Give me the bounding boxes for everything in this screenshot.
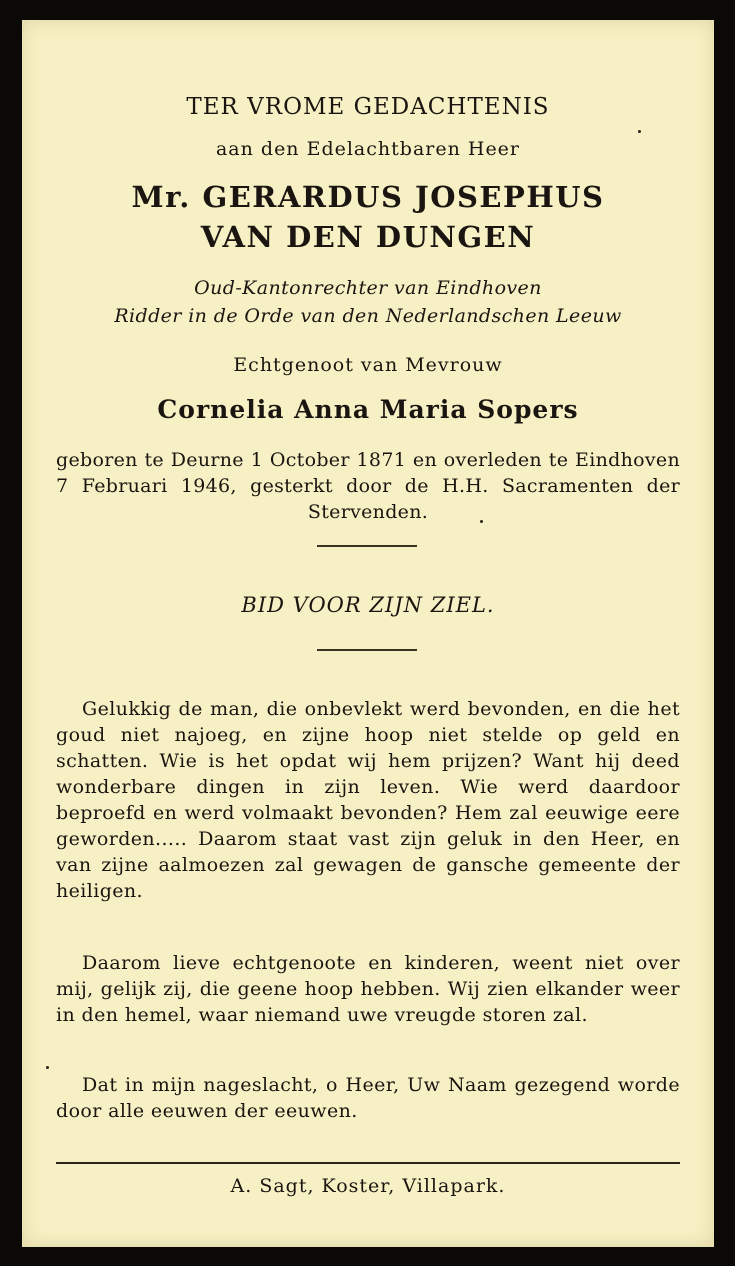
farewell-paragraph: Daarom lieve echtgenoote en kinderen, weent niet over mij, gelijk zij, die geene hoop hebben. Wij zien elkander weer in den hemel, waar niemand uwe vreugde storen zal. bbox=[56, 952, 680, 1026]
prayer-line: BID VOOR ZIJN ZIEL. bbox=[241, 593, 495, 617]
memorial-card bbox=[22, 20, 714, 1247]
honorific-line: aan den Edelachtbaren Heer bbox=[215, 138, 521, 160]
scripture-paragraph: Gelukkig de man, die onbevlekt werd bevonden, en die het goud niet najoeg, en zijne hoop niet stelde op geld en schatten. Wie is het opdat wij hem prijzen? Want hij deed wonderbare dingen in zijn leven. Wie werd daardoor beproefd en werd volmaakt bevonden? Hem zal eeuwige eere geworden..... Daarom staat vast zijn geluk in den Heer, en van zijne aalmoezen zal gewagen de gansche gemeente der heiligen. bbox=[56, 698, 680, 902]
birth-death-text: geboren te Deurne 1 October 1871 en overleden te Eindhoven 7 Februari 1946, gesterkt door de H.H. Sacramenten der Stervenden. bbox=[56, 449, 680, 523]
print-speck bbox=[638, 130, 641, 133]
print-speck bbox=[480, 520, 483, 523]
spouse-name: Cornelia Anna Maria Sopers bbox=[157, 395, 579, 424]
footer-divider bbox=[56, 1162, 680, 1164]
print-speck bbox=[46, 1066, 49, 1069]
deceased-title-line-1: Oud-Kantonrechter van Eindhoven bbox=[194, 277, 542, 299]
card-heading: TER VROME GEDACHTENIS bbox=[186, 94, 550, 120]
divider-top bbox=[317, 545, 417, 547]
printer-credit: A. Sagt, Koster, Villapark. bbox=[230, 1175, 506, 1197]
deceased-title-line-2: Ridder in de Orde van den Nederlandschen Leeuw bbox=[114, 305, 622, 327]
deceased-name-line-2: VAN DEN DUNGEN bbox=[200, 220, 536, 254]
deceased-name-line-1: Mr. GERARDUS JOSEPHUS bbox=[131, 180, 605, 214]
spouse-label: Echtgenoot van Mevrouw bbox=[233, 354, 503, 376]
blessing-paragraph: Dat in mijn nageslacht, o Heer, Uw Naam gezegend worde door alle eeuwen der eeuwen. bbox=[56, 1074, 680, 1122]
divider-bottom bbox=[317, 649, 417, 651]
